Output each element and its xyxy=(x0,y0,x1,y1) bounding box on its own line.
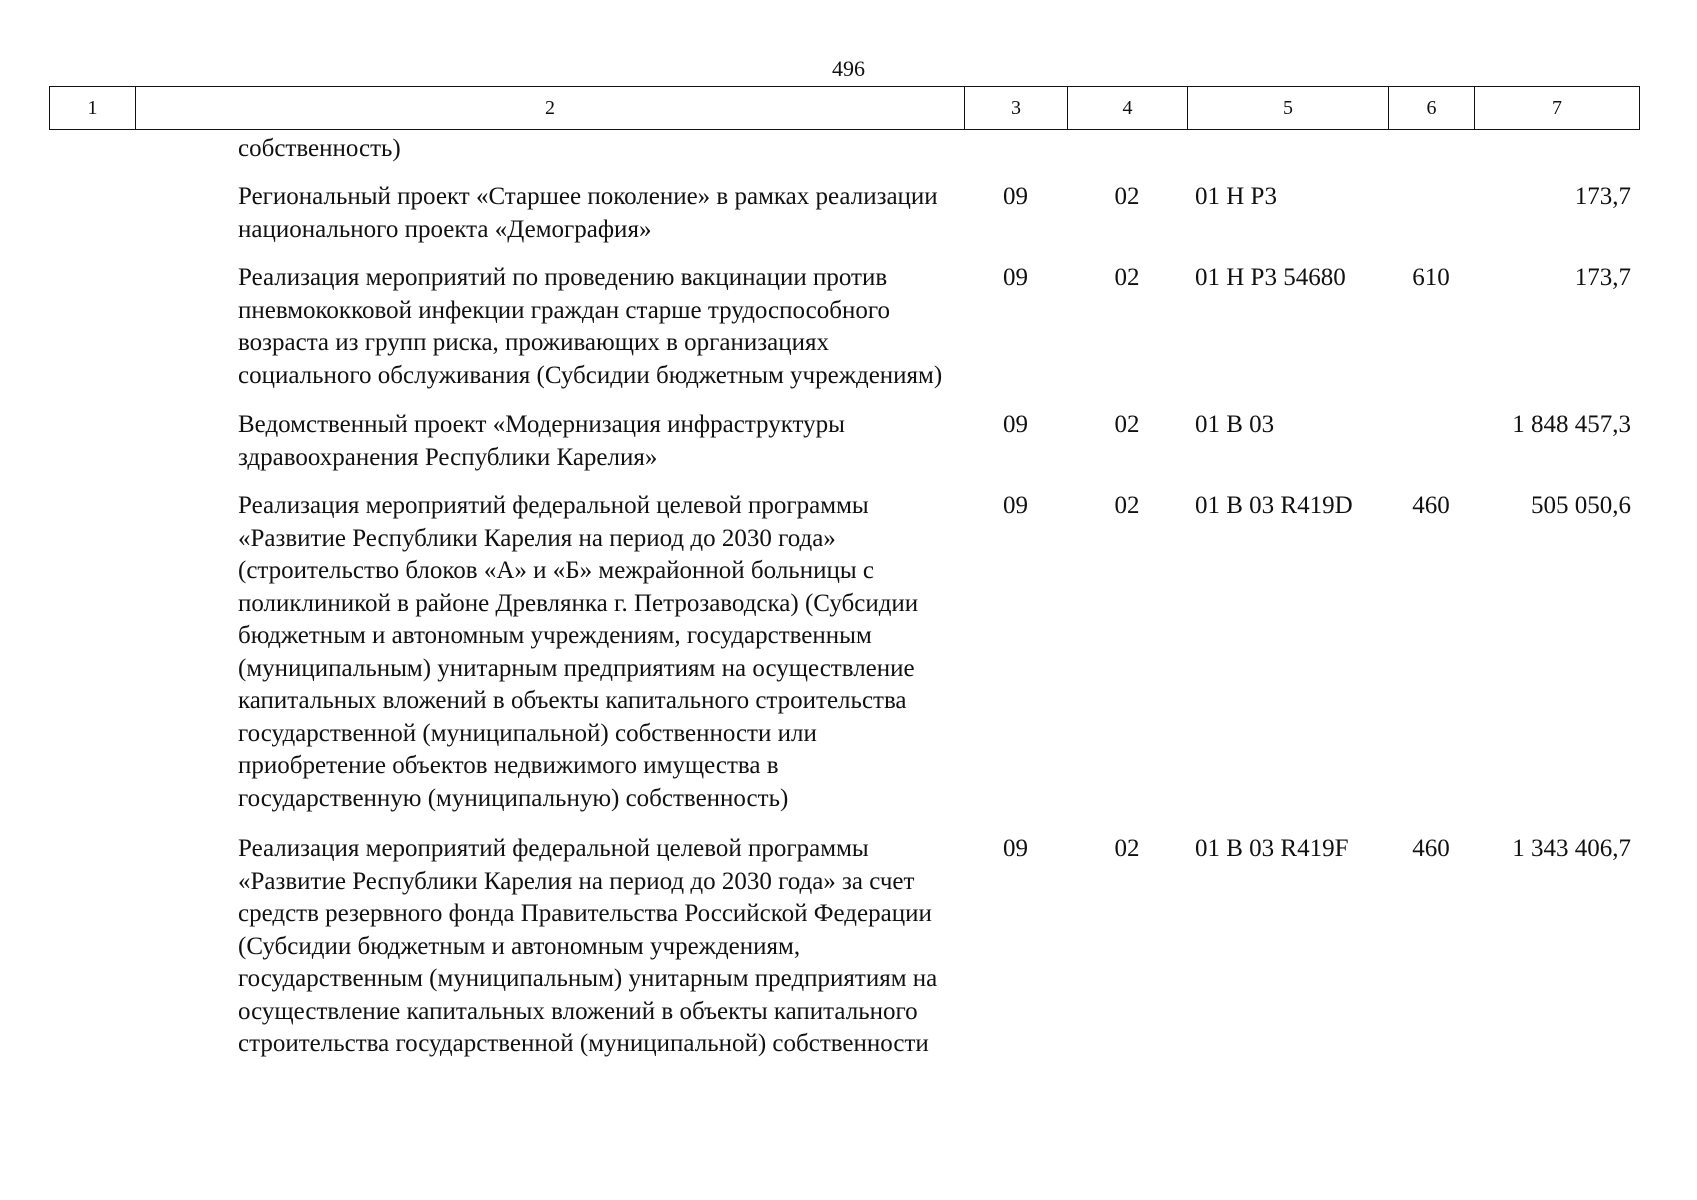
row-name: Ведомственный проект «Модернизация инфраструктуры здравоохранения Республики Карелия» xyxy=(238,411,845,471)
table-row xyxy=(49,133,1639,181)
header-col-6: 6 xyxy=(1389,87,1475,130)
row-expense-type xyxy=(1388,409,1474,490)
row-section: 09 xyxy=(1003,492,1028,519)
row-name: Реализация мероприятий федеральной целевой программы «Развитие Республики Карелия на период до 2030 года» (строительство блоков «А» и «Б» межрайонной больницы с поликлиникой в районе Древлянка г. Петрозаводска) (Субсидии бюджетным и автономным учреждениям, государственным (муниципальным) унитарным предприятиям на осуществление капитальных вложений в объекты капитального строительства государственной (муниципальной) собственности или приобретение объектов недвижимого имущества в государственную (муниципальную) собственность) xyxy=(238,492,919,812)
header-col-2: 2 xyxy=(136,87,965,130)
column-number-header xyxy=(49,86,1640,130)
row-section: 09 xyxy=(1003,411,1028,438)
row-amount: 173,7 xyxy=(1574,264,1631,291)
row-expense-type xyxy=(1388,181,1474,262)
row-subsection: 02 xyxy=(1114,835,1140,862)
row-subsection: 02 xyxy=(1114,411,1140,438)
row-amount: 1 343 406,7 xyxy=(1512,835,1631,862)
page-number: 496 xyxy=(832,56,865,81)
row-target-article: 01 В 03 xyxy=(1195,411,1275,438)
row-amount: 505 050,6 xyxy=(1531,492,1631,519)
row-name: Региональный проект «Старшее поколение» в рамках реализации национального проекта «Демография» xyxy=(238,183,938,243)
row-target-article xyxy=(1187,133,1388,181)
header-col-7: 7 xyxy=(1475,87,1640,130)
header-col-1: 1 xyxy=(50,87,136,130)
row-target-article: 01 Н Р3 54680 xyxy=(1195,264,1346,291)
row-target-article: 01 В 03 R419F xyxy=(1195,835,1349,862)
row-subsection: 02 xyxy=(1114,264,1140,291)
row-name: собственность) xyxy=(238,135,401,162)
row-section xyxy=(964,133,1067,181)
header-col-5: 5 xyxy=(1188,87,1389,130)
budget-table-body xyxy=(49,133,1639,1063)
header-col-3: 3 xyxy=(965,87,1068,130)
row-amount: 173,7 xyxy=(1574,183,1631,210)
table-row xyxy=(49,490,1639,833)
row-amount: 1 848 457,3 xyxy=(1512,411,1631,438)
row-amount xyxy=(1474,133,1639,181)
table-row xyxy=(49,181,1639,262)
header-col-4: 4 xyxy=(1068,87,1188,130)
row-subsection xyxy=(1067,133,1187,181)
row-expense-type: 460 xyxy=(1412,492,1450,519)
row-name: Реализация мероприятий федеральной целевой программы «Развитие Республики Карелия на период до 2030 года» за счет средств резервного фонда Правительства Российской Федерации (Субсидии бюджетным и автономным учреждениям, государственным (муниципальным) унитарным предприятиям на осуществление капитальных вложений в объекты капитального строительства государственной (муниципальной) собственности xyxy=(238,835,938,1057)
row-expense-type xyxy=(1388,133,1474,181)
row-name: Реализация мероприятий по проведению вакцинации против пневмококковой инфекции граждан старше трудоспособного возраста из групп риска, проживающих в организациях социального обслуживания (Субсидии бюджетным учреждениям) xyxy=(238,264,943,389)
row-expense-type: 610 xyxy=(1412,264,1450,291)
row-subsection: 02 xyxy=(1114,183,1140,210)
row-target-article: 01 В 03 R419D xyxy=(1195,492,1353,519)
row-section: 09 xyxy=(1003,264,1028,291)
table-row xyxy=(49,262,1639,409)
table-row xyxy=(49,409,1639,490)
row-expense-type: 460 xyxy=(1412,835,1450,862)
row-subsection: 02 xyxy=(1114,492,1140,519)
table-row xyxy=(49,833,1639,1063)
row-target-article: 01 Н Р3 xyxy=(1195,183,1277,210)
row-section: 09 xyxy=(1003,835,1028,862)
row-section: 09 xyxy=(1003,183,1028,210)
